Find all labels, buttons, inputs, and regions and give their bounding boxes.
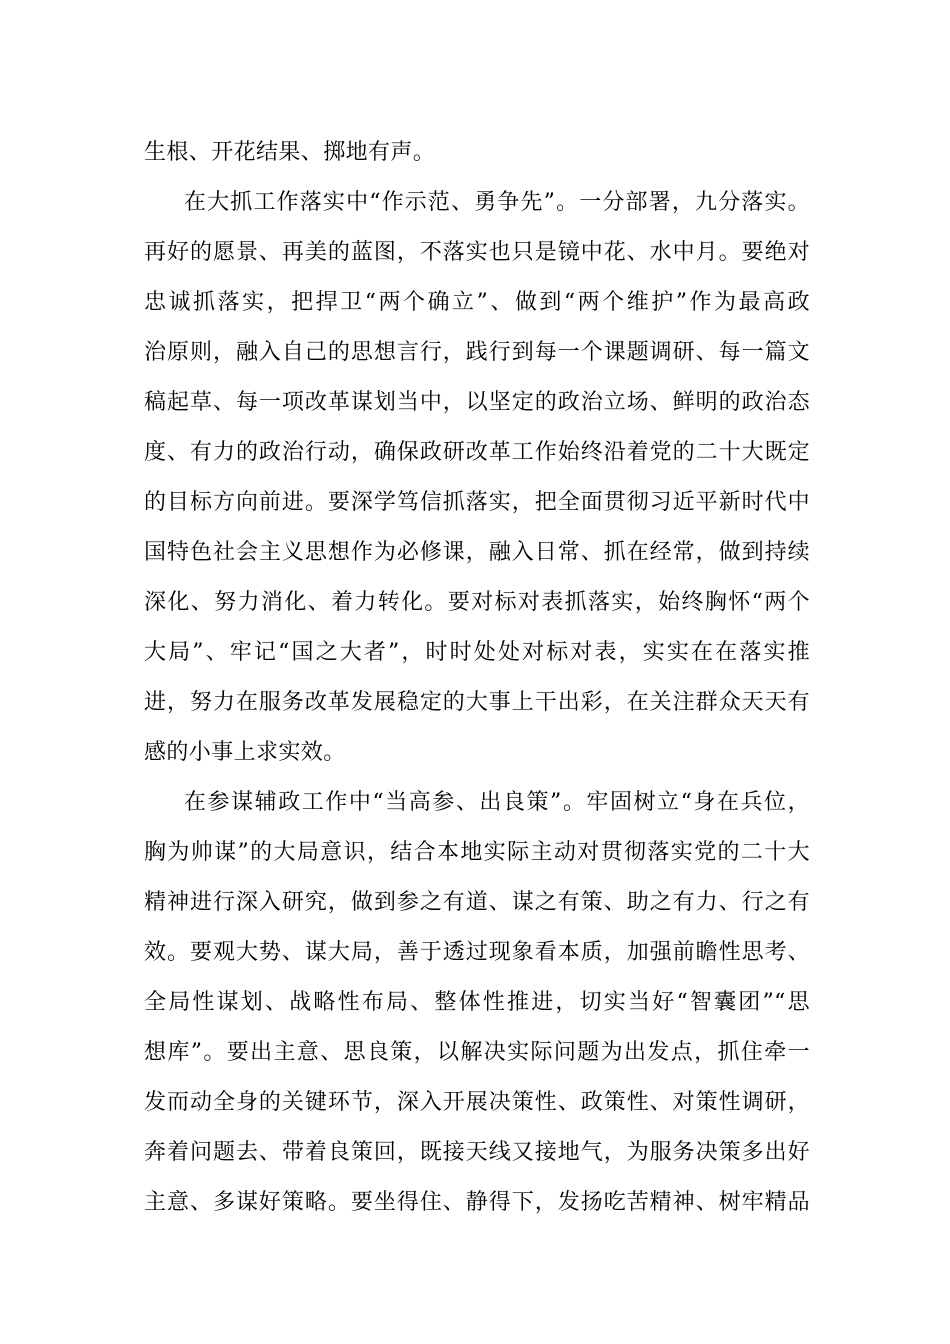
text-line-21: 奔着问题去、带着良策回，既接天线又接地气，为服务决策多出好 (144, 1140, 810, 1165)
text-line-5: 治原则，融入自己的思想言行，践行到每一个课题调研、每一篇文 (144, 340, 810, 365)
text-line-3: 再好的愿景、再美的蓝图，不落实也只是镜中花、水中月。要绝对 (144, 240, 810, 265)
text-line-18: 全局性谋划、战略性布局、整体性推进，切实当好“智囊团”“思 (144, 990, 810, 1015)
body-text (144, 128, 810, 1228)
text-line-19: 想库”。要出主意、思良策，以解决实际问题为出发点，抓住牵一 (144, 1040, 810, 1065)
text-line-20: 发而动全身的关键环节，深入开展决策性、政策性、对策性调研， (144, 1090, 810, 1115)
text-line-22: 主意、多谋好策略。要坐得住、静得下，发扬吃苦精神、树牢精品 (144, 1190, 810, 1215)
text-line-10: 深化、努力消化、着力转化。要对标对表抓落实，始终胸怀“两个 (144, 590, 810, 615)
text-line-2: 在大抓工作落实中“作示范、勇争先”。一分部署，九分落实。 (184, 190, 810, 215)
text-line-17: 效。要观大势、谋大局，善于透过现象看本质，加强前瞻性思考、 (144, 940, 810, 965)
text-line-15: 胸为帅谋”的大局意识，结合本地实际主动对贯彻落实党的二十大 (144, 840, 810, 865)
text-line-1: 生根、开花结果、掷地有声。 (144, 140, 436, 165)
text-line-11: 大局”、牢记“国之大者”，时时处处对标对表，实实在在落实推 (144, 640, 810, 665)
text-line-8: 的目标方向前进。要深学笃信抓落实，把全面贯彻习近平新时代中 (144, 490, 810, 515)
text-line-4: 忠诚抓落实，把捍卫“两个确立”、做到“两个维护”作为最高政 (144, 290, 810, 315)
text-line-7: 度、有力的政治行动，确保政研改革工作始终沿着党的二十大既定 (144, 440, 810, 465)
text-line-9: 国特色社会主义思想作为必修课，融入日常、抓在经常，做到持续 (144, 540, 810, 565)
text-line-6: 稿起草、每一项改革谋划当中，以坚定的政治立场、鲜明的政治态 (144, 390, 810, 415)
text-line-12: 进，努力在服务改革发展稳定的大事上干出彩，在关注群众天天有 (144, 690, 810, 715)
text-line-14: 在参谋辅政工作中“当高参、出良策”。牢固树立“身在兵位， (184, 790, 810, 815)
text-line-16: 精神进行深入研究，做到参之有道、谋之有策、助之有力、行之有 (144, 890, 810, 915)
text-line-13: 感的小事上求实效。 (144, 740, 346, 765)
